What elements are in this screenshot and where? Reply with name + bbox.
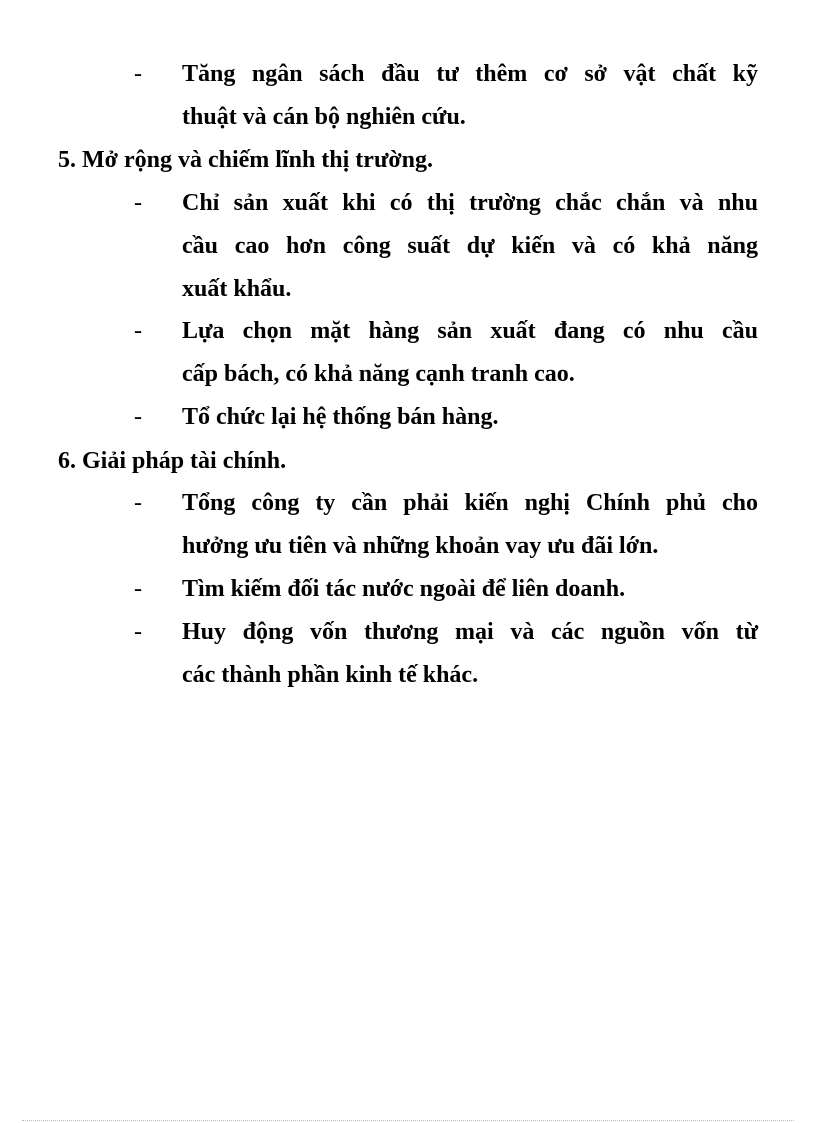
bullet-text-line: Tăng ngân sách đầu tư thêm cơ sở vật chất kỹ <box>182 61 758 87</box>
bullet-text-line: xuất khẩu. <box>182 276 292 302</box>
bullet-marker: - <box>134 190 142 216</box>
bullet-text-line: hưởng ưu tiên và những khoản vay ưu đãi lớn. <box>182 533 659 559</box>
bullet-text-line: Lựa chọn mặt hàng sản xuất đang có nhu cầu <box>182 318 758 344</box>
bullet-text-line: thuật và cán bộ nghiên cứu. <box>182 104 466 130</box>
bullet-text-line: Tổng công ty cần phải kiến nghị Chính phủ cho <box>182 490 758 516</box>
bullet-text-line: Chỉ sản xuất khi có thị trường chắc chắn và nhu <box>182 190 758 216</box>
page-bottom-divider <box>22 1120 794 1121</box>
bullet-text-line: Tổ chức lại hệ thống bán hàng. <box>182 404 499 430</box>
bullet-marker: - <box>134 619 142 645</box>
bullet-marker: - <box>134 61 142 87</box>
section-heading: 6. Giải pháp tài chính. <box>58 448 287 474</box>
bullet-text-line: các thành phần kinh tế khác. <box>182 662 479 688</box>
bullet-text-line: cầu cao hơn công suất dự kiến và có khả năng <box>182 233 758 259</box>
section-heading: 5. Mở rộng và chiếm lĩnh thị trường. <box>58 147 433 173</box>
bullet-marker: - <box>134 318 142 344</box>
bullet-marker: - <box>134 576 142 602</box>
bullet-marker: - <box>134 404 142 430</box>
bullet-text-line: Tìm kiếm đối tác nước ngoài để liên doanh. <box>182 576 626 602</box>
bullet-text-line: cấp bách, có khả năng cạnh tranh cao. <box>182 361 575 387</box>
bullet-marker: - <box>134 490 142 516</box>
bullet-text-line: Huy động vốn thương mại và các nguồn vốn từ <box>182 619 758 645</box>
